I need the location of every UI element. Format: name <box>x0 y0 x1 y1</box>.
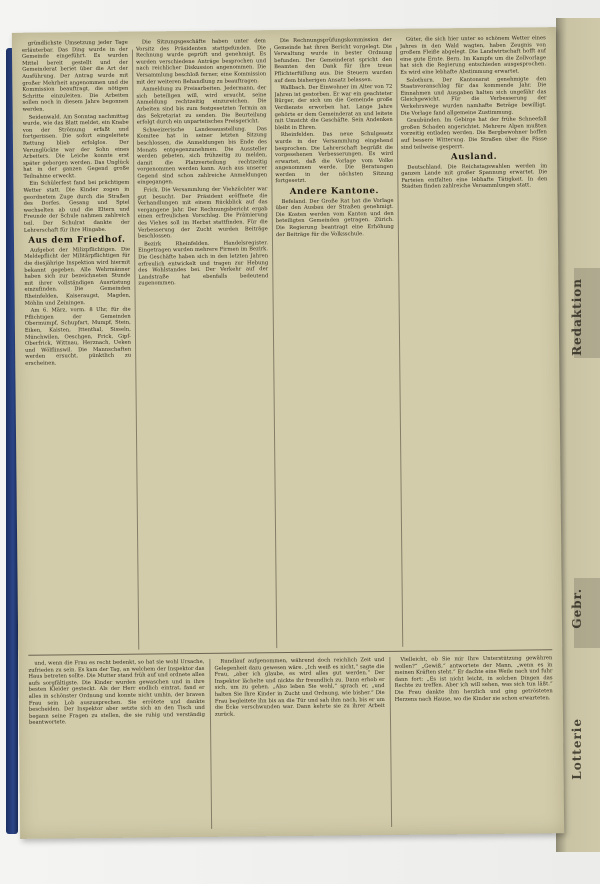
adjacent-margin-text-1: Redaktion <box>570 278 584 356</box>
article-text: Graubünden. Im Gebirge hat der frühe Schneefall großen Schaden angerichtet. Mehrere Alpen mußten vorzeitig entladen werden. Die Bergbewohner hoffen auf bessere Witterung. Die Straßen über die Pässe sind teilweise gesperrt. <box>400 116 547 151</box>
section-heading-andere-kantone: Andere Kantone. <box>289 186 380 198</box>
upper-columns <box>21 35 548 367</box>
article-text: Rheinfelden. Das neue Schulgesetz wurde in der Versammlung eingehend besprochen. Die Lehrerschaft begrüßt die vorgesehenen Verbesserungen. Es wird erwartet, daß die Vorlage vom Volke angenommen werde. Die Beratungen werden in der nächsten Sitzung fortgesetzt. <box>274 131 394 185</box>
feuilleton-text: Rundlauf aufgenommen, während doch reichlich Zeit und Gelegenheit dazu gewesen wäre. „Ich weiß es nicht,“ sagte die Frau, „aber ich glaube, es wird alles gut werden.“ Der Inspektor lächelte und nickte ihr freundlich zu. Dann erhob er sich, um zu gehen. „Also leben Sie wohl,“ sprach er, „und halten Sie Ihre Kinder in Zucht und Ordnung, wie bisher.“ Die Frau begleitete ihn bis an die Tür und sah ihm nach, bis er um die Ecke verschwunden war. Dann kehrte sie zu ihrer Arbeit zurück. <box>214 657 385 718</box>
article-text: Schweizerische Landesausstellung. Das Komitee hat in seiner letzten Sitzung beschlossen, die Anmeldungen bis Ende des Monats entgegenzunehmen. Die Aussteller werden gebeten, sich frühzeitig zu melden, damit die Platzverteilung rechtzeitig vorgenommen werden kann. Auch aus unserer Gegend sind schon zahlreiche Anmeldungen eingegangen. <box>136 125 268 187</box>
column-4 <box>400 35 552 646</box>
feuilleton-section <box>28 655 554 830</box>
article-text: Frick. Die Versammlung der Viehzüchter war gut besucht. Der Präsident eröffnete die Verhandlungen mit einem Rückblick auf das vergangene Jahr. Der Rechnungsbericht ergab einen erfreulichen Vorschlag. Die Prämierung des Viehes soll im Herbst stattfinden. Für die Verbesserung der Zucht wurden Beiträge beschlossen. <box>137 186 268 240</box>
feuilleton-column-2 <box>214 657 386 829</box>
adjacent-margin-text-3: Lotterie <box>570 718 584 780</box>
column-3 <box>274 37 398 648</box>
newspaper-page <box>12 27 564 839</box>
feuilleton-text: und, wenn die Frau es recht bedenkt, so hat sie wohl Ursache, zufrieden zu sein. Es kam der Tag, an welchem der Inspektor das Haus betreten sollte. Die Mutter stand früh auf und ordnete alles aufs sorgfältigste. Die Kinder wurden gewaschen und in ihre besten Kleider gesteckt. Als der Herr endlich eintrat, fand er alles in schönster Ordnung und konnte nicht umhin, der braven Frau sein Lob auszusprechen. Sie errötete und dankte bescheiden. Der Inspektor aber setzte sich an den Tisch und begann seine Fragen zu stellen, die sie ruhig und verständig beantwortete. <box>28 658 205 727</box>
article-text: Seidenwald. Am Sonntag nachmittag wurde, wie das Blatt meldet, ein Knabe von der Strömung erfaßt und fortgerissen. Die sofort eingeleitete Rettung blieb erfolglos. Der Verunglückte war der Sohn eines Arbeiters. Die Leiche konnte erst später geborgen werden. Das Unglück hat in der ganzen Gegend große Teilnahme erweckt. <box>22 113 130 180</box>
column-2 <box>136 38 272 649</box>
article-text: Am 6. März, vorm. 8 Uhr, für die Pflichtigen der Gemeinden Obermumpf, Schupfart, Mumpf, Stein, Eiken, Kaisten, Ittenthal, Sisseln, Münchwilen, Oeschgen, Frick, Gipf-Oberfrick, Wittnau, Herznach, Ueken und Wölflinswil. Die Mannschaften werden ersucht, pünktlich zu erscheinen. <box>24 306 132 367</box>
article-text: Anmeldung zu Preisarbeiten. Jedermann, der sich beteiligen will, wird ersucht, seine Anmeldung rechtzeitig einzureichen. Die Arbeiten sind bis zum festgesetzten Termin an das Sekretariat zu senden. Die Beurteilung erfolgt durch ein unparteiisches Preisgericht. <box>136 85 267 126</box>
article-text: Solothurn. Der Kantonsrat genehmigte den Staatsvoranschlag für das kommende Jahr. Die Einnahmen und Ausgaben halten sich ungefähr das Gleichgewicht. Für die Verbesserung der Verkehrswege wurden namhafte Beträge bewilligt. Die Vorlage fand allgemeine Zustimmung. <box>400 75 547 117</box>
feuilleton-column-1 <box>28 659 206 831</box>
section-heading-ausland: Ausland. <box>450 151 498 163</box>
column-rule <box>389 657 392 827</box>
column-rule <box>209 659 212 829</box>
column-1 <box>22 40 134 651</box>
adjacent-margin-text-2: Gebr. <box>570 588 584 629</box>
article-text: gründlichste Umsetzung jeder Tage erläuterbar. Das Ding wurde in der Gemeinde eingeführt. Es wurden Mittel bereit gestellt und der Gemeinderat beriet über die Art der Ausführung. Der Antrag wurde mit großer Mehrheit angenommen und die Kommission beauftragt, die nötigen Schritte einzuleiten. Die Arbeiten sollen noch in diesem Jahre begonnen werden. <box>21 39 129 113</box>
article-text: Ein Schülerfest fand bei prächtigem Wetter statt. Die Kinder zogen in geordnetem Zuge durch die Straßen des Dorfes. Gesang und Spiel wechselten ab und die Eltern und Freunde der Schule nahmen zahlreich teil. Der Schulrat dankte der Lehrerschaft für ihre Hingabe. <box>23 180 130 234</box>
feuilleton-column-3 <box>394 655 554 827</box>
section-heading-friedhof: Aus dem Friedhof. <box>28 234 126 246</box>
article-text: Güter, die sich hier unter so schönem Wetter eines Jahres in den Wald wagten, haben Zeugnis von großem Fleiße abgelegt. Die Landwirtschaft hofft auf eine gute Ernte. Bern. Im Kampfe um die Zollvorlage hat sich die Regierung entschieden ausgesprochen. Es wird eine lebhafte Abstimmung erwartet. <box>399 35 547 76</box>
article-text: Wallbach. Der Einwohner im Alter von 72 Jahren ist gestorben. Er war ein geachteter Bürger, der sich um die Gemeinde große Verdienste erworben hat. Lange Jahre gehörte er dem Gemeinderat an und leitete mit Umsicht die Geschäfte. Sein Andenken bleibt in Ehren. <box>274 84 393 131</box>
article-text: Bezirk Rheinfelden. Handelsregister. Eingetragen wurden mehrere Firmen im Bezirk. Die Geschäfte haben sich in den letzten Jahren erfreulich entwickelt und tragen zur Hebung des Wohlstandes bei. Der Verkehr auf der Landstraße hat ebenfalls bedeutend zugenommen. <box>138 240 269 287</box>
article-text: Befeland. Der Große Rat hat die Vorlage über den Ausbau der Straßen genehmigt. Die Kosten werden vom Kanton und den beteiligten Gemeinden getragen. Zürich. Die Regierung beantragt eine Erhöhung der Beiträge für die Volksschule. <box>275 197 394 238</box>
article-text: Deutschland. Die Reichstagswahlen werden im ganzen Lande mit großer Spannung erwartet. Die Parteien entfalten eine lebhafte Tätigkeit. In den Städten finden zahlreiche Versammlungen statt. <box>401 162 548 191</box>
feuilleton-rule <box>28 649 552 655</box>
article-text: Aufgebot der Milizpflichtigen. Die Meldepflicht der Militärpflichtigen für die diesjährige Inspektion wird hiermit bekannt gegeben. Alle Wehrmänner haben sich zur bezeichneten Stunde mit ihrer vollständigen Ausrüstung einzufinden. Die Gemeinden Rheinfelden, Kaiseraugst, Magden, Möhlin und Zeiningen. <box>24 246 131 307</box>
feuilleton-text: Vielleicht, ob Sie mir Ihre Unterstützung gewähren wollen?“ „Gewiß,“ antwortete der Mann, „wenn es in meinen Kräften steht.“ Er dachte eine Weile nach und fuhr dann fort: „Es ist nicht leicht, in solchen Dingen das Rechte zu treffen. Aber ich will sehen, was sich tun läßt.“ Die Frau dankte ihm herzlich und ging getrösteten Herzens nach Hause, wo die Kinder sie schon erwarteten. <box>394 655 553 703</box>
article-text: Die Sitzungsgeschäfte haben unter dem Vorsitz des Präsidenten stattgefunden. Die Rechnung wurde geprüft und genehmigt. Es wurden verschiedene Anträge besprochen und nach reichlicher Diskussion angenommen. Die Versammlung beschloß ferner, eine Kommission mit der weiteren Behandlung zu beauftragen. <box>135 38 267 86</box>
article-text: Die Rechnungsprüfungskommission der Gemeinde hat ihren Bericht vorgelegt. Die Verwaltung wurde in bester Ordnung befunden. Der Gemeinderat spricht den Beamten den Dank für ihre treue Pflichterfüllung aus. Die Steuern wurden auf dem bisherigen Ansatz belassen. <box>273 36 393 84</box>
